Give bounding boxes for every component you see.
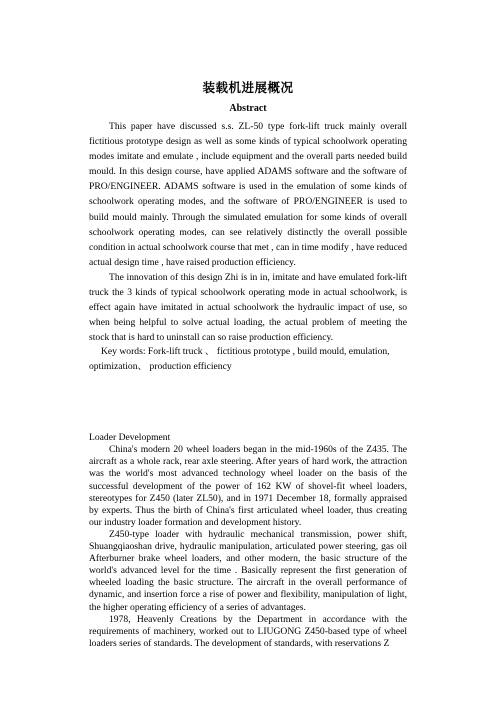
abstract-heading: Abstract: [229, 103, 267, 114]
section-paragraph: China's modern 20 wheel loaders began in the mid-1960s of the Z435. The aircraft as a whole rack, rear axle steering. After years of hard work, the attraction was the world's most advanced technology wheel loader on the basis of the successful development of the power of 162 KW of shovel-fit wheel loaders, stereotypes for Z450 (later ZL50), and in 1971 December 18, formally appraised by experts. Thus the birth of China's first articulated wheel loader, thus creating our industry loader formation and development history.: [89, 444, 407, 528]
abstract-paragraph: The innovation of this design Zhi is in in, imitate and have emulated fork-lift truck the 3 kinds of typical schoolwork operating mode in actual schoolwork, is effect again have imitated in actual schoolwork the hydraulic impact of use, so when being helpful to solve actual loading, the actual problem of meeting the stock that is hard to uninstall can so raise production efficiency.: [89, 271, 407, 344]
keywords-line: optimization、 production efficiency: [89, 360, 232, 372]
section-paragraph: Z450-type loader with hydraulic mechanical transmission, power shift, Shuangqiaoshan drive, hydraulic manipulation, articulated power steering, gas oil Afterburner brake wheel loaders, and other modern, the basic structure of the world's advanced level for the time . Basically represent the first generation of wheeled loading the basic structure. The aircraft in the overall performance of dynamic, and insertion force a rise of power and flexibility, manipulation of light, the higher operating efficiency of a series of advantages.: [89, 528, 407, 613]
abstract-paragraph: This paper have discussed s.s. ZL-50 type fork-lift truck mainly overall fictitious prototype design as well as some kinds of typical schoolwork operating modes imitate and emulate , include equipment and the overall parts needed build mould. In this design course, have applied ADAMS software and the software of PRO/ENGINEER. ADAMS software is used in the emulation of some kinds of schoolwork operating modes, and the software of PRO/ENGINEER is used to build mould mainly. Through the simulated emulation for some kinds of overall schoolwork operating modes, can see relatively distinctly the overall possible condition in actual schoolwork course that met , can in time modify , have reduced actual design time , have raised production efficiency.: [89, 121, 407, 268]
section-heading: Loader Development: [89, 432, 171, 443]
abstract-body: [89, 119, 407, 374]
section-loader-development: [89, 432, 407, 650]
document-title: 装载机进展概况: [202, 80, 294, 95]
keywords-line: Key words: Fork-lift truck 、 fictitious prototype , build mould, emulation,: [101, 346, 390, 358]
section-paragraph: 1978, Heavenly Creations by the Department in accordance with the requirements of machinery, worked out to LIUGONG Z450-based type of wheel loaders series of standards. The development of standards, with reservations Z: [89, 613, 407, 649]
